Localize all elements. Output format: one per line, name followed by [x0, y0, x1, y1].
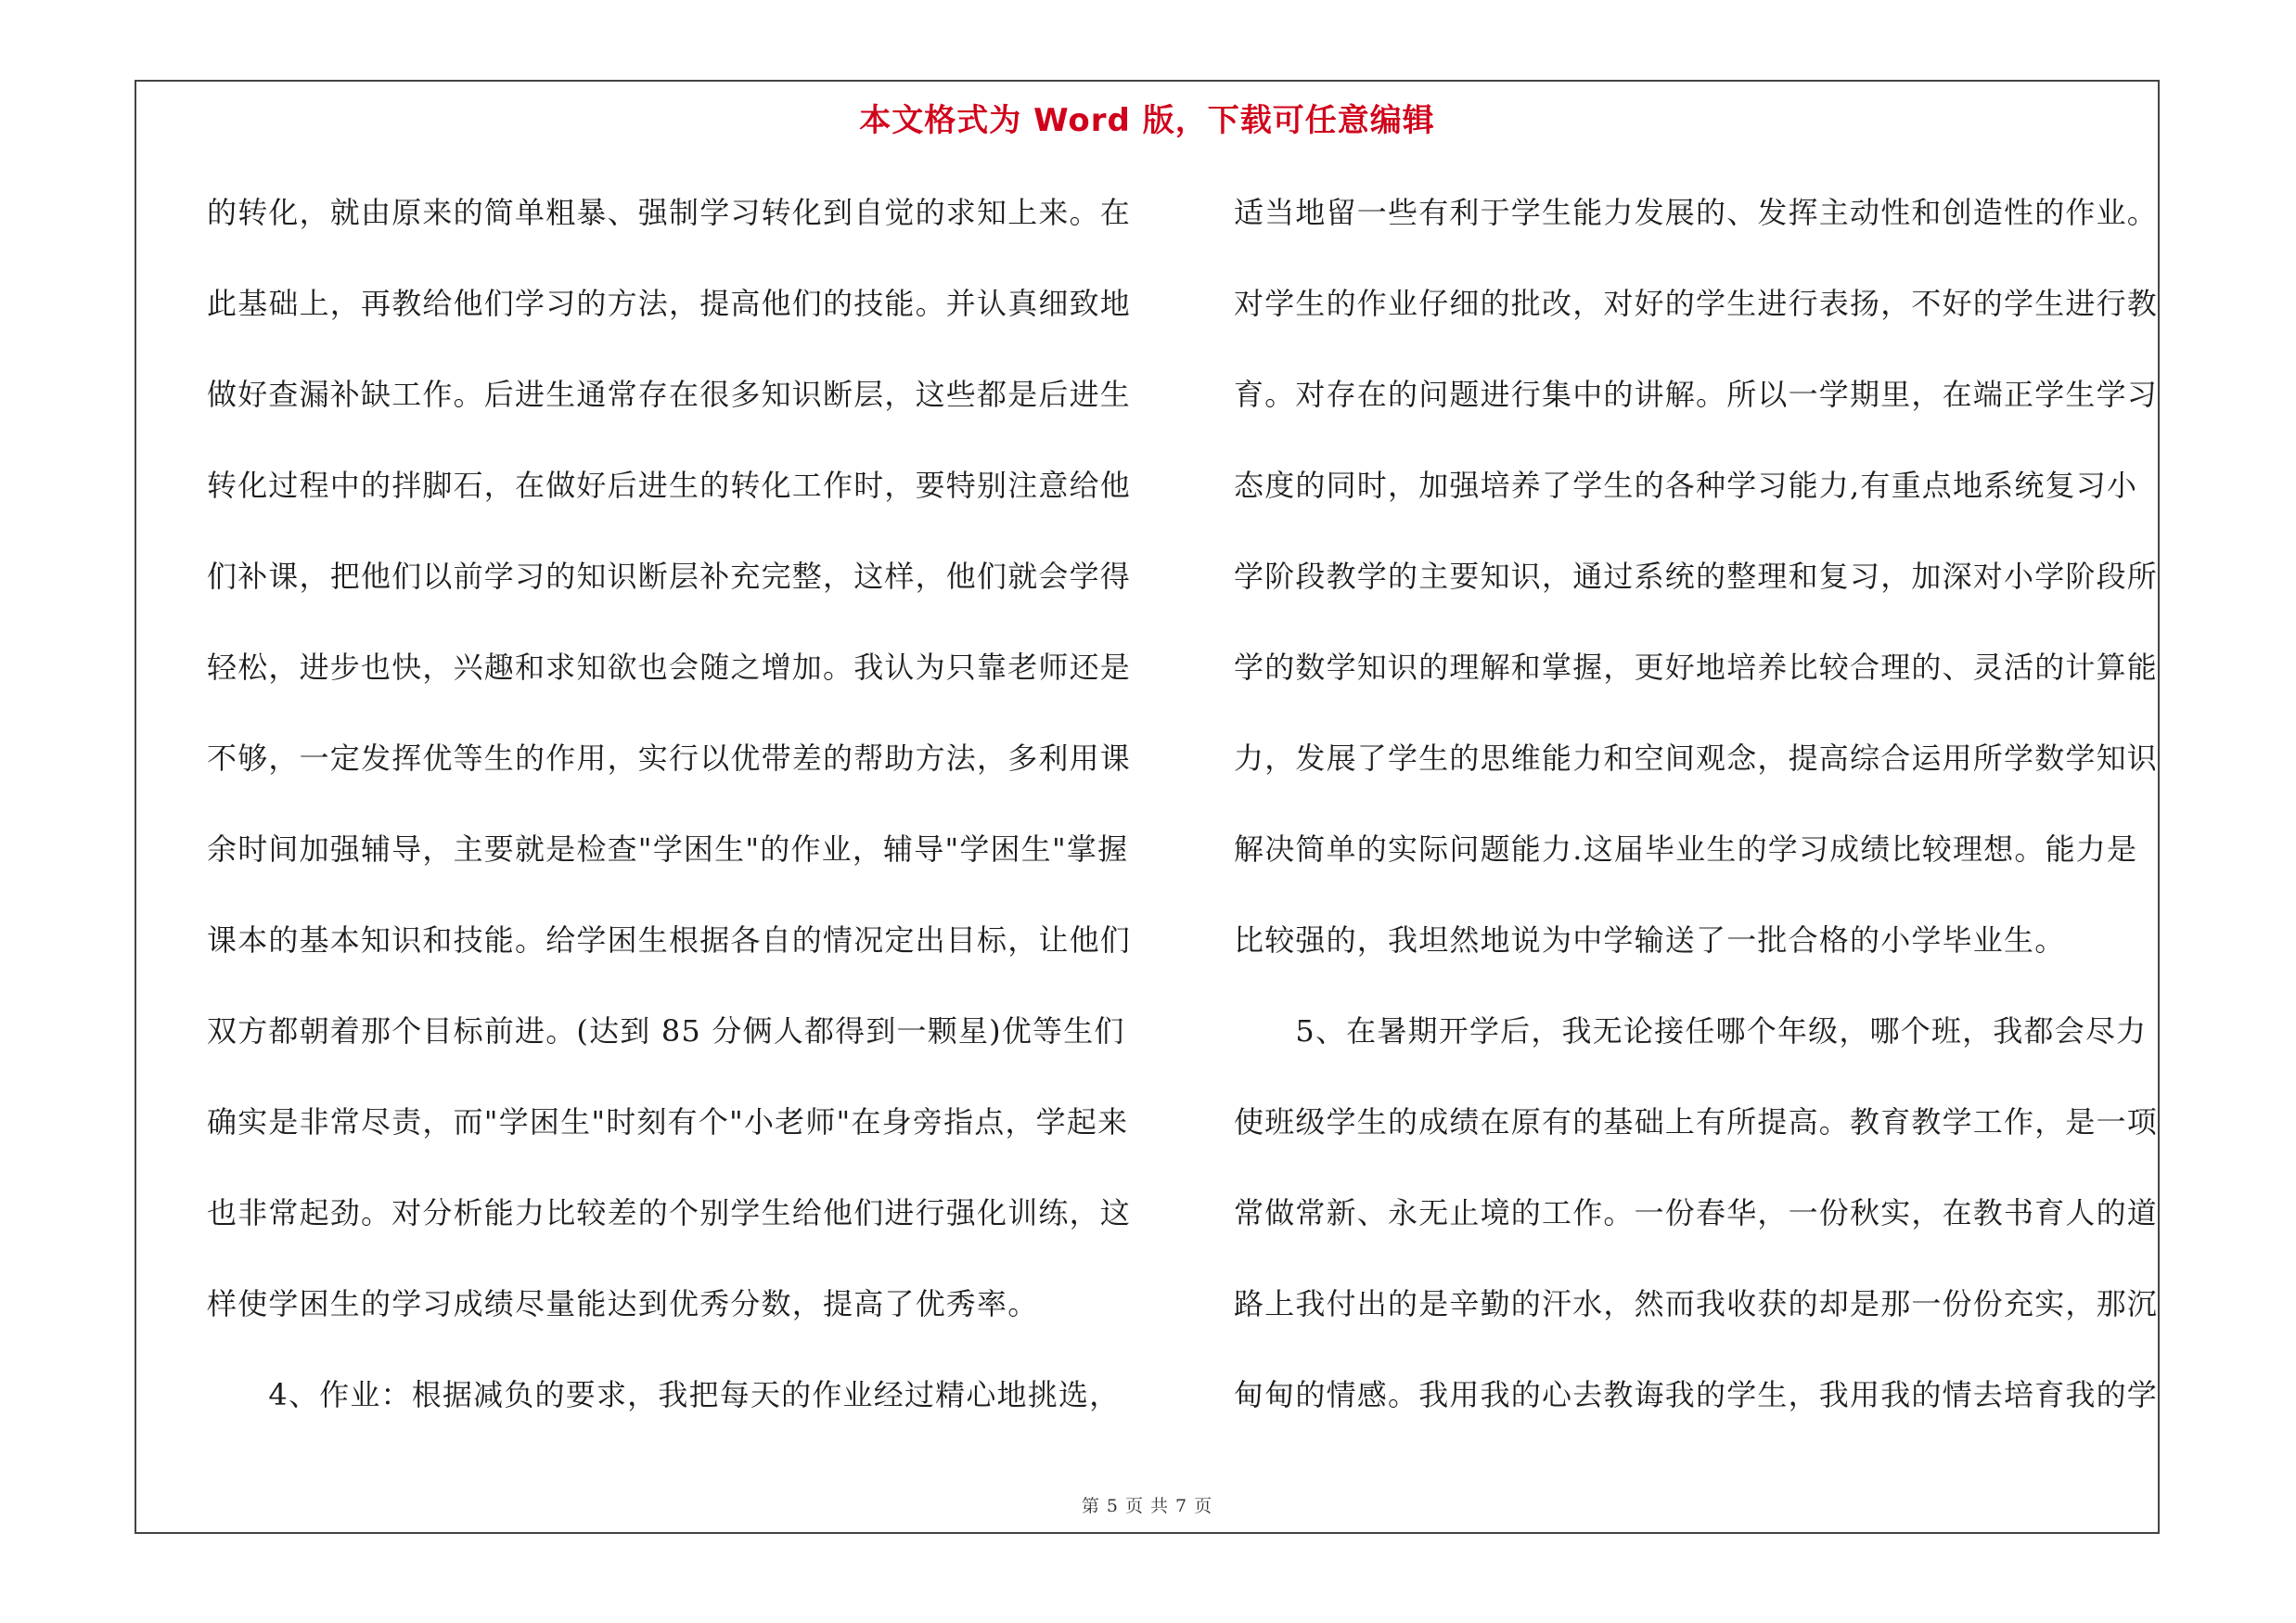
text-line: 力，发展了学生的思维能力和空间观念，提高综合运用所学数学知识 — [1234, 741, 2159, 776]
text-line: 比较强的，我坦然地说为中学输送了一批合格的小学毕业生。 — [1234, 922, 2066, 958]
text-line: 此基础上，再教给他们学习的方法，提高他们的技能。并认真细致地 — [207, 286, 1132, 321]
text-line: 适当地留一些有利于学生能力发展的、发挥主动性和创造性的作业。 — [1234, 195, 2159, 230]
text-line: 使班级学生的成绩在原有的基础上有所提高。教育教学工作，是一项 — [1234, 1104, 2159, 1140]
text-line: 解决简单的实际问题能力.这届毕业生的学习成绩比较理想。能力是 — [1234, 831, 2138, 867]
text-line: 确实是非常尽责，而"学困生"时刻有个"小老师"在身旁指点，学起来 — [207, 1104, 1129, 1140]
text-line: 4、作业：根据减负的要求，我把每天的作业经过精心地挑选， — [207, 1377, 1121, 1412]
text-line: 的转化，就由原来的简单粗暴、强制学习转化到自觉的求知上来。在 — [207, 195, 1132, 230]
text-line: 育。对存在的问题进行集中的讲解。所以一学期里，在端正学生学习 — [1234, 377, 2159, 412]
text-line: 5、在暑期开学后，我无论接任哪个年级，哪个班，我都会尽力 — [1234, 1013, 2148, 1049]
text-line: 们补课，把他们以前学习的知识断层补充完整，这样，他们就会学得 — [207, 559, 1132, 594]
text-line: 课本的基本知识和技能。给学困生根据各自的情况定出目标，让他们 — [207, 922, 1132, 958]
text-line: 路上我付出的是辛勤的汗水，然而我收获的却是那一份份充实，那沉 — [1234, 1286, 2159, 1321]
text-line: 不够，一定发挥优等生的作用，实行以优带差的帮助方法，多利用课 — [207, 741, 1132, 776]
text-line: 也非常起劲。对分析能力比较差的个别学生给他们进行强化训练，这 — [207, 1195, 1132, 1230]
text-line: 常做常新、永无止境的工作。一份春华，一份秋实，在教书育人的道 — [1234, 1195, 2159, 1230]
page-number-footer: 第 5 页 共 7 页 — [1081, 1496, 1213, 1516]
format-notice-header: 本文格式为 Word 版，下载可任意编辑 — [859, 102, 1435, 139]
document-page — [135, 80, 2160, 1534]
text-line: 做好查漏补缺工作。后进生通常存在很多知识断层，这些都是后进生 — [207, 377, 1132, 412]
text-line: 学阶段教学的主要知识，通过系统的整理和复习，加深对小学阶段所 — [1234, 559, 2159, 594]
text-line: 对学生的作业仔细的批改，对好的学生进行表扬，不好的学生进行教 — [1234, 286, 2159, 321]
text-line: 余时间加强辅导，主要就是检查"学困生"的作业，辅导"学困生"掌握 — [207, 831, 1129, 867]
text-line: 甸甸的情感。我用我的心去教诲我的学生，我用我的情去培育我的学 — [1234, 1377, 2159, 1412]
text-line: 转化过程中的拌脚石，在做好后进生的转化工作时，要特别注意给他 — [207, 468, 1132, 503]
text-line: 双方都朝着那个目标前进。(达到 85 分俩人都得到一颗星)优等生们 — [207, 1013, 1125, 1049]
text-line: 样使学困生的学习成绩尽量能达到优秀分数，提高了优秀率。 — [207, 1286, 1039, 1321]
text-line: 态度的同时，加强培养了学生的各种学习能力,有重点地系统复习小 — [1234, 468, 2138, 503]
text-line: 轻松，进步也快，兴趣和求知欲也会随之增加。我认为只靠老师还是 — [207, 650, 1132, 685]
text-line: 学的数学知识的理解和掌握，更好地培养比较合理的、灵活的计算能 — [1234, 650, 2159, 685]
